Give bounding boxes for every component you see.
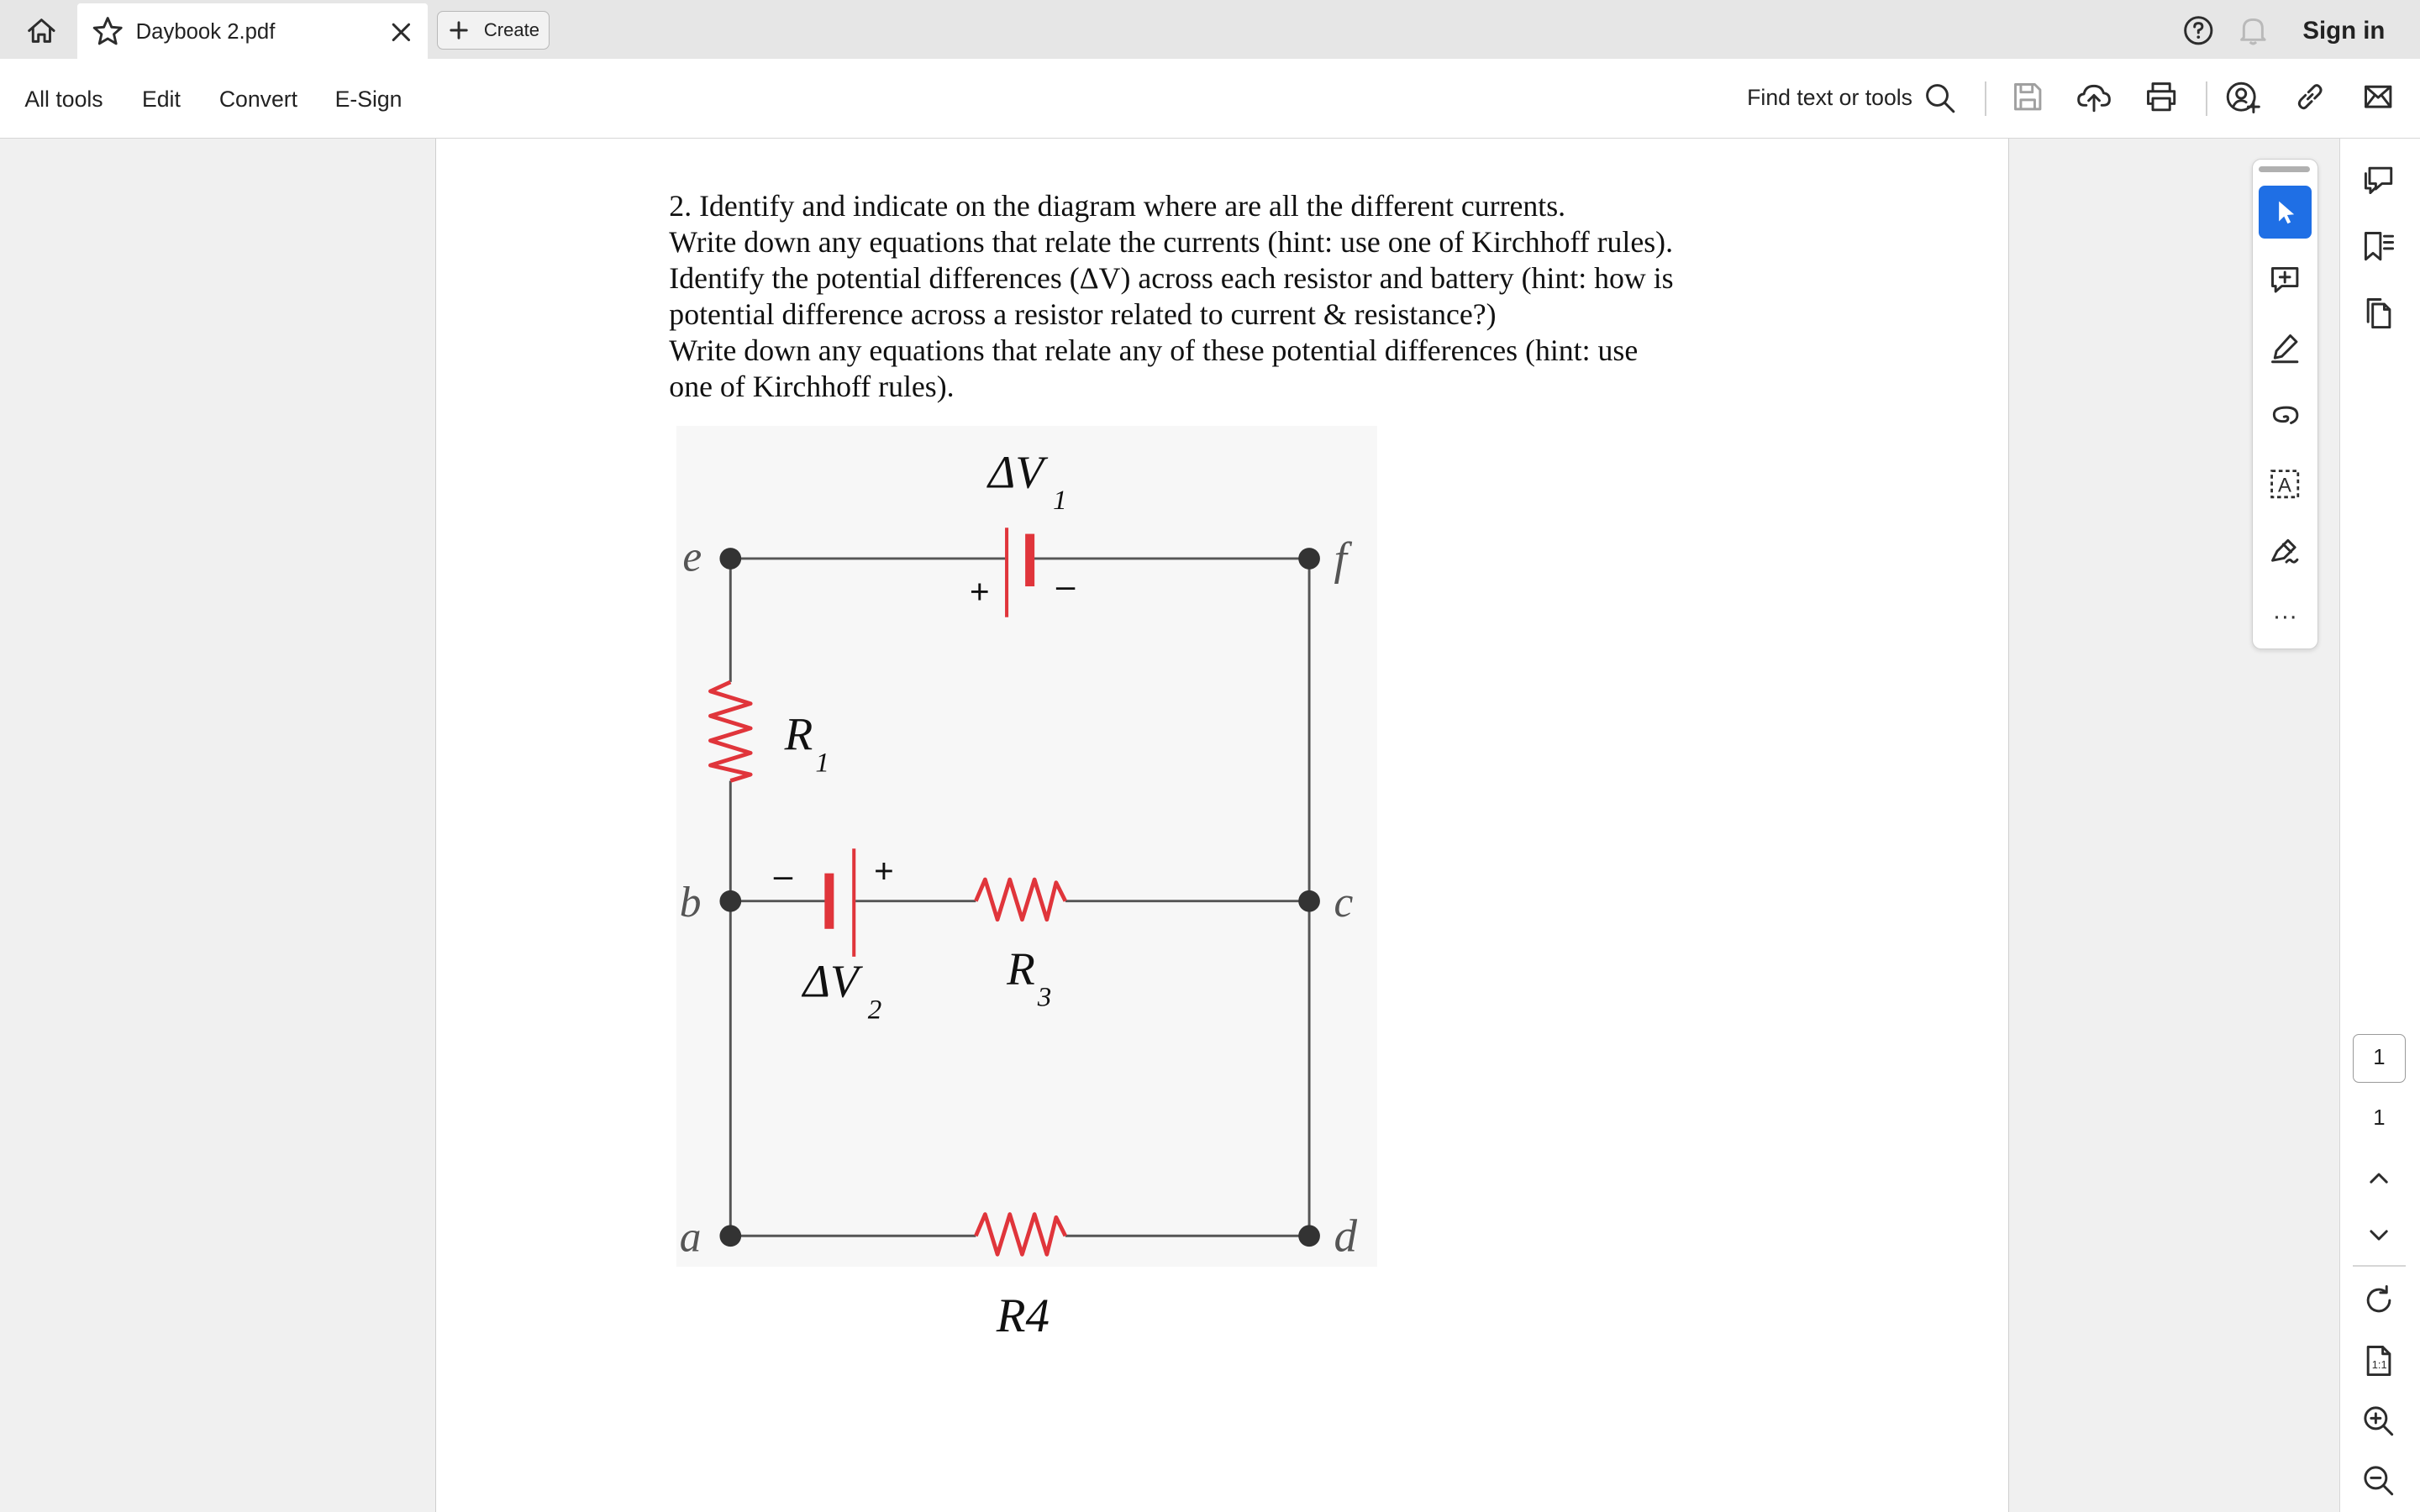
toolbar-separator	[1985, 81, 1986, 115]
comments-icon[interactable]	[2360, 160, 2397, 197]
battery-2-minus: –	[774, 856, 793, 895]
fit-page-icon[interactable]	[2360, 1342, 2397, 1379]
select-tool-button[interactable]	[2259, 186, 2311, 238]
circuit-diagram	[667, 426, 1377, 1274]
drag-handle[interactable]	[2259, 166, 2310, 172]
plus-icon	[450, 21, 468, 39]
select-pointer-icon	[2271, 198, 2299, 226]
page-up-icon[interactable]	[2360, 1165, 2397, 1193]
tab-title: Daybook 2.pdf	[135, 19, 276, 44]
battery-1-label: ΔV	[988, 446, 1044, 498]
r3-subscript: 3	[1038, 982, 1052, 1013]
right-panel	[2339, 139, 2420, 1512]
close-icon[interactable]	[386, 17, 417, 48]
upload-cloud-icon[interactable]	[2075, 80, 2112, 113]
add-comment-button[interactable]	[2259, 254, 2311, 306]
svg-text:1:1: 1:1	[2372, 1358, 2387, 1372]
question-line: potential difference across a resistor related to current & resistance?)	[669, 297, 1497, 332]
question-line: Identify the potential differences (ΔV) across each resistor and battery (hint: how is	[669, 261, 1674, 296]
highlight-button[interactable]	[2259, 322, 2311, 374]
more-tools-button[interactable]: ···	[2272, 601, 2298, 630]
question-line: 2. Identify and indicate on the diagram where are all the different currents.	[669, 189, 1566, 223]
save-icon[interactable]	[2011, 80, 2044, 113]
help-icon[interactable]	[2182, 14, 2215, 47]
highlight-pen-icon	[2268, 331, 2302, 365]
print-icon[interactable]	[2144, 80, 2179, 113]
battery-2-plus: +	[874, 851, 895, 890]
sign-button[interactable]	[2259, 525, 2311, 577]
create-label: Create	[483, 19, 540, 41]
question-text	[669, 188, 1842, 405]
sign-pen-icon	[2268, 534, 2302, 568]
menu-convert[interactable]: Convert	[218, 86, 298, 112]
quick-tools-rail	[2252, 159, 2318, 649]
node-label-f: f	[1334, 533, 1348, 585]
question-line: Write down any equations that relate the currents (hint: use one of Kirchhoff rules).	[669, 225, 1674, 260]
battery-1-subscript: 1	[1053, 486, 1068, 517]
text-select-icon	[2268, 467, 2302, 501]
create-button[interactable]	[437, 11, 550, 50]
pdf-page	[435, 139, 2009, 1512]
node-label-a: a	[680, 1213, 702, 1262]
pages-icon[interactable]	[2360, 295, 2397, 332]
bell-icon[interactable]	[2238, 14, 2269, 47]
search-icon[interactable]	[1923, 81, 1957, 115]
r1-subscript: 1	[815, 748, 830, 779]
panel-separator	[2353, 1265, 2405, 1267]
node-label-c: c	[1334, 879, 1354, 927]
r1-label: R	[785, 708, 813, 760]
star-icon[interactable]	[91, 14, 124, 48]
find-text-or-tools[interactable]: Find text or tools	[1747, 85, 1912, 110]
svg-text:A: A	[2278, 474, 2292, 497]
node-e	[720, 548, 742, 570]
page-total: 1	[2373, 1105, 2386, 1130]
menu-all-tools[interactable]: All tools	[24, 86, 103, 112]
battery-2-subscript: 2	[868, 995, 882, 1026]
text-select-button[interactable]	[2259, 458, 2311, 510]
page-down-icon[interactable]	[2360, 1221, 2397, 1248]
r4-label: R4	[996, 1289, 1050, 1342]
main-toolbar	[0, 59, 2420, 139]
home-button[interactable]	[15, 9, 67, 52]
page-number-input[interactable]: 1	[2353, 1034, 2405, 1084]
node-d	[1299, 1225, 1321, 1247]
link-icon[interactable]	[2293, 80, 2327, 113]
node-label-e: e	[682, 533, 702, 581]
battery-1-plus: +	[970, 572, 991, 612]
document-tab[interactable]	[77, 3, 428, 59]
battery-1-minus: –	[1056, 565, 1076, 605]
add-comment-icon	[2268, 263, 2302, 297]
email-icon[interactable]	[2361, 80, 2395, 113]
battery-2-label: ΔV	[803, 955, 860, 1007]
zoom-out-icon[interactable]	[2360, 1462, 2397, 1499]
node-label-b: b	[680, 879, 702, 927]
node-label-d: d	[1334, 1210, 1358, 1262]
tab-bar	[0, 0, 2420, 59]
menu-e-sign[interactable]: E-Sign	[334, 86, 402, 112]
node-c	[1299, 890, 1321, 912]
toolbar-separator	[2206, 81, 2207, 115]
question-line: Write down any equations that relate any of these potential differences (hint: use	[669, 333, 1639, 367]
home-icon	[26, 17, 57, 45]
node-a	[720, 1225, 742, 1247]
sign-in-button[interactable]: Sign in	[2302, 17, 2386, 45]
rotate-icon[interactable]	[2360, 1282, 2397, 1319]
draw-button[interactable]	[2259, 390, 2311, 442]
node-f	[1299, 548, 1321, 570]
lasso-draw-icon	[2268, 399, 2302, 433]
bookmarks-icon[interactable]	[2360, 228, 2397, 265]
zoom-in-icon[interactable]	[2360, 1403, 2397, 1440]
node-b	[720, 890, 742, 912]
share-user-icon[interactable]	[2224, 80, 2261, 115]
menu-edit[interactable]: Edit	[141, 86, 181, 112]
question-line: one of Kirchhoff rules).	[669, 369, 955, 403]
r3-label: R	[1007, 942, 1036, 995]
